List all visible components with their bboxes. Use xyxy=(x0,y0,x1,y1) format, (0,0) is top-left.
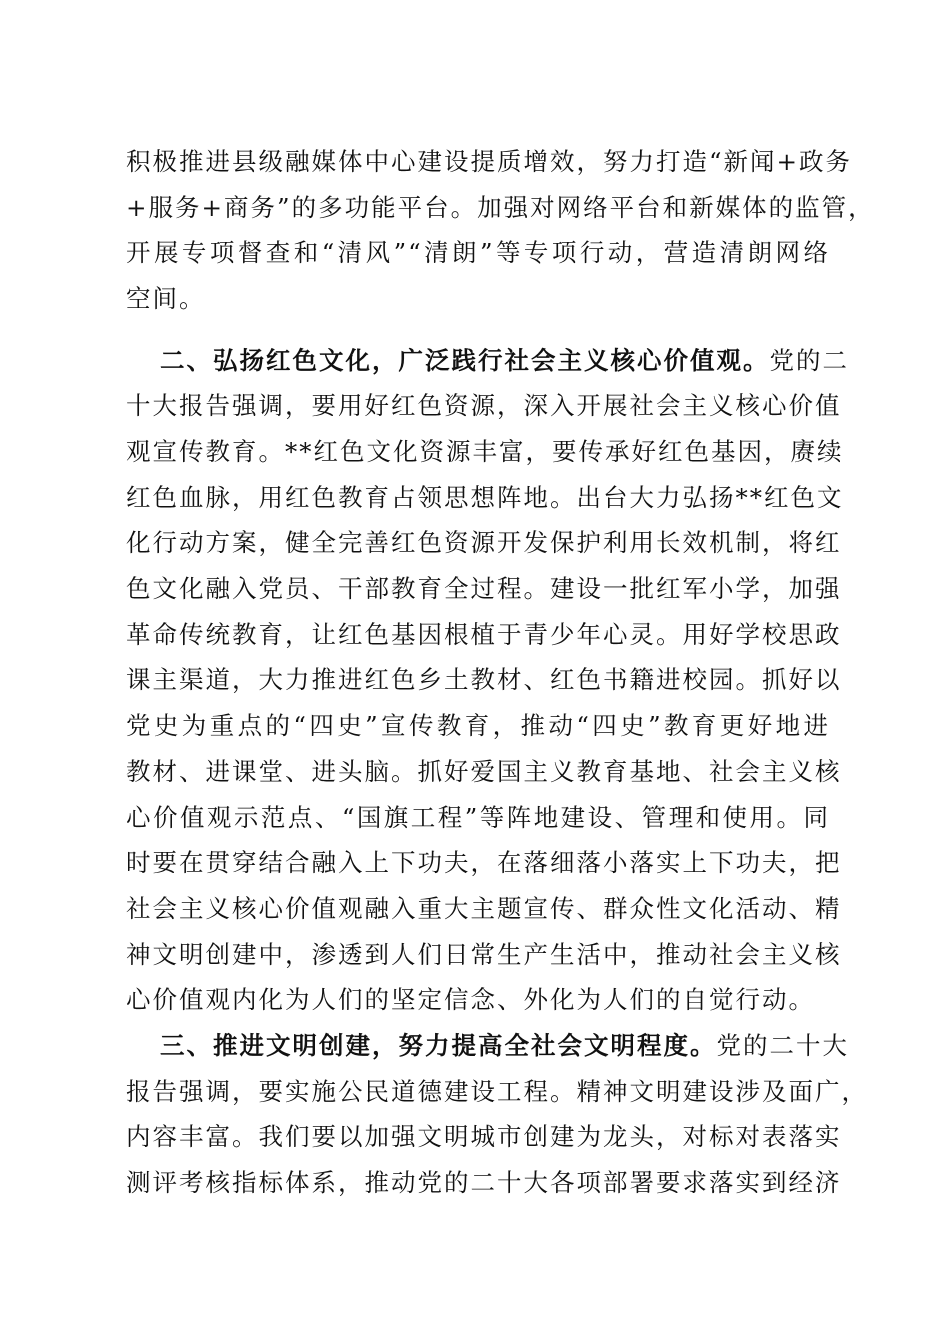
body-text-line: 观宣传教育。**红色文化资源丰富，要传承好红色基因，赓续 xyxy=(126,437,844,466)
body-text-line: +服务+商务”的多功能平台。加强对网络平台和新媒体的监管， xyxy=(126,193,875,222)
body-text-line: 测评考核指标体系，推动党的二十大各项部署要求落实到经济 xyxy=(126,1168,842,1197)
body-text-line: 开展专项督查和“清风”“清朗”等专项行动，营造清朗网络 xyxy=(126,238,830,267)
body-text-line: 十大报告强调，要用好红色资源，深入开展社会主义核心价值 xyxy=(126,391,842,420)
section-heading-line xyxy=(160,341,849,381)
body-text-line: 报告强调，要实施公民道德建设工程。精神文明建设涉及面广， xyxy=(126,1077,868,1106)
body-text-line: 教材、进课堂、进头脑。抓好爱国主义教育基地、社会主义核 xyxy=(126,757,842,786)
body-text-line: 社会主义核心价值观融入重大主题宣传、群众性文化活动、精 xyxy=(126,894,842,923)
body-text-line: 革命传统教育，让红色基因根植于青少年心灵。用好学校思政 xyxy=(126,620,842,649)
body-text-line: 神文明创建中，渗透到人们日常生产生活中，推动社会主义核 xyxy=(126,940,842,969)
body-text-line: 党史为重点的“四史”宣传教育，推动“四史”教育更好地进 xyxy=(126,711,830,740)
section-heading: 二、弘扬红色文化，广泛践行社会主义核心价值观。 xyxy=(160,346,770,375)
body-text-line: 心价值观示范点、“国旗工程”等阵地建设、管理和使用。同 xyxy=(126,803,830,832)
body-text-line: 化行动方案，健全完善红色资源开发保护利用长效机制，将红 xyxy=(126,528,842,557)
body-text-line: 课主渠道，大力推进红色乡土教材、红色书籍进校园。抓好以 xyxy=(126,665,842,694)
body-text: 党的二 xyxy=(769,346,849,375)
body-text-line: 内容丰富。我们要以加强文明城市创建为龙头，对标对表落实 xyxy=(126,1122,842,1151)
section-heading-line xyxy=(160,1026,849,1066)
body-text-line: 积极推进县级融媒体中心建设提质增效，努力打造“新闻+政务 xyxy=(126,147,853,176)
body-text: 党的二十大 xyxy=(716,1031,849,1060)
section-heading: 三、推进文明创建，努力提高全社会文明程度。 xyxy=(160,1031,717,1060)
body-text-line: 时要在贯穿结合融入上下功夫，在落细落小落实上下功夫，把 xyxy=(126,848,842,877)
body-text-line: 色文化融入党员、干部教育全过程。建设一批红军小学，加强 xyxy=(126,574,842,603)
body-text-line: 空间。 xyxy=(126,284,206,313)
body-text-line: 红色血脉，用红色教育占领思想阵地。出台大力弘扬**红色文 xyxy=(126,483,844,512)
body-text-line: 心价值观内化为人们的坚定信念、外化为人们的自觉行动。 xyxy=(126,985,815,1014)
